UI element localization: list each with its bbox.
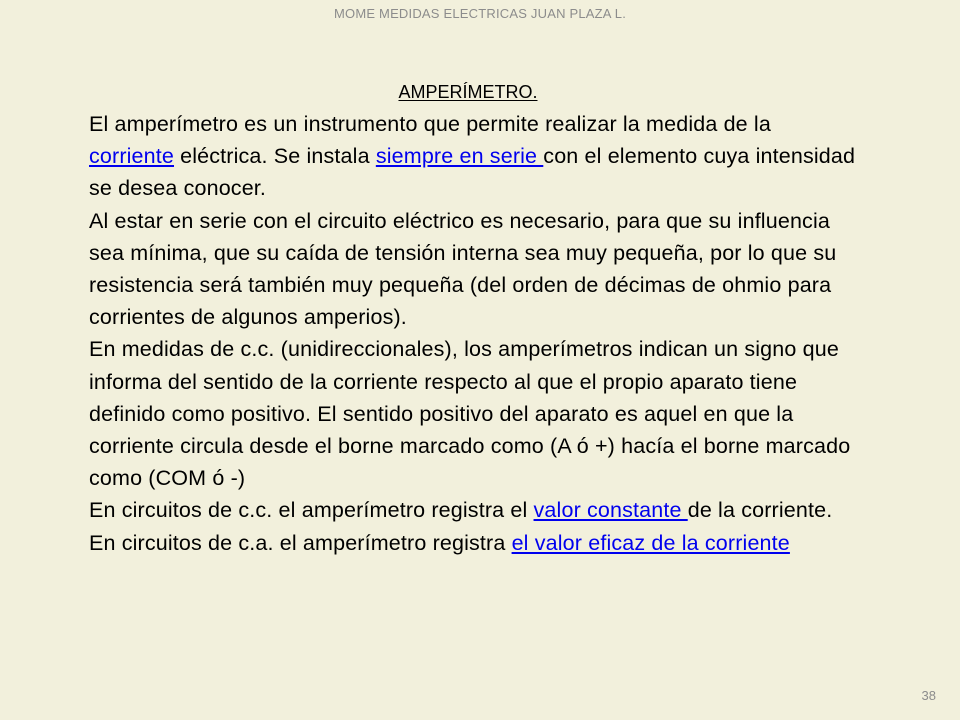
slide-title: AMPERÍMETRO. bbox=[398, 82, 538, 102]
paragraph-series-influence: Al estar en serie con el circuito eléctrico es necesario, para que su influencia sea mínima, que su caída de tensión interna sea muy pequeña, por lo que su resistencia será también muy pequeña (del orden de décimas de ohmio para corrientes de algunos amperios). bbox=[89, 208, 837, 330]
slide-body bbox=[89, 108, 859, 559]
link-valor-constante[interactable]: valor constante bbox=[533, 498, 688, 523]
text-span: El amperímetro es un instrumento que permite realizar la medida de la bbox=[89, 112, 771, 136]
paragraph-dc-ac-values bbox=[89, 494, 859, 558]
paragraph-dc-sign: En medidas de c.c. (unidireccionales), los amperímetros indican un signo que informa del sentido de la corriente respecto al que el propio aparato tiene definido como positivo. El sentido positivo del aparato es aquel en que la corriente circula desde el borne marcado como (A ó +) hacía el borne marcado como (COM ó -) bbox=[89, 337, 851, 491]
text-span: En circuitos de c.c. el amperímetro registra el bbox=[89, 498, 534, 523]
link-valor-eficaz[interactable]: el valor eficaz de la corriente bbox=[511, 530, 790, 555]
paragraph-definition bbox=[89, 108, 859, 205]
slide-header: MOME MEDIDAS ELECTRICAS JUAN PLAZA L. bbox=[333, 6, 627, 21]
link-siempre-en-serie[interactable]: siempre en serie bbox=[375, 144, 544, 169]
text-span: con el elemento cuya intensidad se desea conocer. bbox=[89, 144, 856, 201]
page-number: 38 bbox=[921, 688, 936, 703]
text-span: de la corriente. En circuitos de c.a. el amperímetro registra bbox=[89, 498, 833, 555]
text-span: eléctrica. Se instala bbox=[174, 144, 376, 169]
link-corriente[interactable]: corriente bbox=[89, 144, 174, 169]
